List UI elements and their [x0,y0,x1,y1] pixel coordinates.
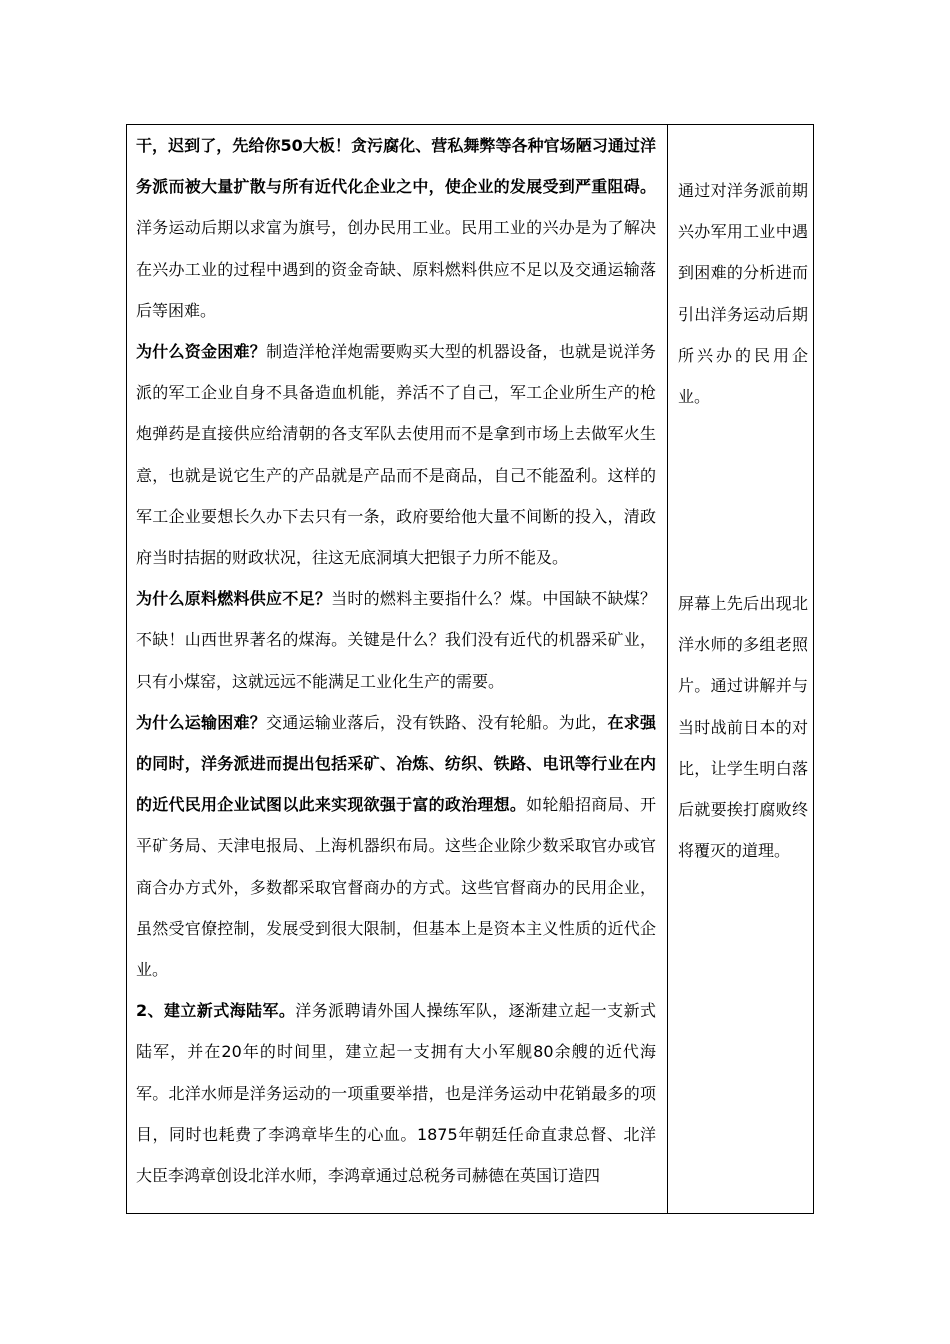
question-heading: 为什么原料燃料供应不足？ [136,589,332,609]
note-text: 屏幕上先后出现北洋水师的多组老照片。通过讲解并与当时战前日本的对比，让学生明白落后就要挨打腐败终将覆灭的道理。 [678,594,808,861]
bold-text: 在求强的同时，洋务派进而提出包括采矿、冶炼、纺织、铁路、电讯等行业在内的近代民用企业试图以此来实现欲强于富的政治理想。 [136,712,656,815]
content-column [136,125,656,1196]
question-heading: 为什么运输困难？ [136,712,267,732]
bold-text: 干，迟到了，先给你50大板！贪污腐化、营私舞弊等各种官场陋习通过洋务派而被大量扩散与所有近代化企业之中，使企业的发展受到严重阻碍。 [136,136,656,197]
section-heading: 2、建立新式海陆军。 [136,1001,296,1021]
note-text: 通过对洋务派前期兴办军用工业中遇到困难的分析进而引出洋务运动后期所兴办的民用企业。 [678,181,808,407]
paragraph-navy [136,990,656,1196]
teaching-note-2 [678,583,808,871]
body-text: 当时的燃料主要指什么？煤。中国缺不缺煤？不缺！山西世界著名的煤海。关键是什么？我们没有近代的机器采矿业，只有小煤窑，这就远远不能满足工业化生产的需要。 [136,589,656,691]
body-text: 制造洋枪洋炮需要购买大型的机器设备，也就是说洋务派的军工企业自身不具备造血机能，养活不了自己，军工企业所生产的枪炮弹药是直接供应给清朝的各支军队去使用而不是拿到市场上去做军火生意，也就是说它生产的产品就是产品而不是商品，自己不能盈利。这样的军工企业要想长久办下去只有一条，政府要给他大量不间断的投入，清政府当时拮据的财政状况，往这无底洞填大把银子力所不能及。 [136,342,656,568]
body-text: 交通运输业落后，没有铁路、没有轮船。为此， [266,712,608,732]
paragraph-transport [136,702,656,990]
paragraph-fuel [136,578,656,702]
paragraph-corruption [136,125,656,331]
teaching-note-1 [678,170,808,417]
body-text: 洋务运动后期以求富为旗号，创办民用工业。民用工业的兴办是为了解决在兴办工业的过程中遇到的资金奇缺、原料燃料供应不足以及交通运输落后等困难。 [136,218,656,320]
body-text: 洋务派聘请外国人操练军队，逐渐建立起一支新式陆军，并在20年的时间里，建立起一支拥有大小军舰80余艘的近代海军。北洋水师是洋务运动的一项重要举措，也是洋务运动中花销最多的项目，同时也耗费了李鸿章毕生的心血。1875年朝廷任命直隶总督、北洋大臣李鸿章创设北洋水师，李鸿章通过总税务司赫德在英国订造四 [136,1001,656,1186]
column-divider [667,125,668,1213]
question-heading: 为什么资金困难？ [136,342,267,362]
body-text: 如轮船招商局、开平矿务局、天津电报局、上海机器织布局。这些企业除少数采取官办或官商合办方式外，多数都采取官督商办的方式。这些官督商办的民用企业，虽然受官僚控制，发展受到很大限制，但基本上是资本主义性质的近代企业。 [136,795,656,980]
paragraph-capital [136,331,656,578]
lesson-table [126,124,814,1214]
